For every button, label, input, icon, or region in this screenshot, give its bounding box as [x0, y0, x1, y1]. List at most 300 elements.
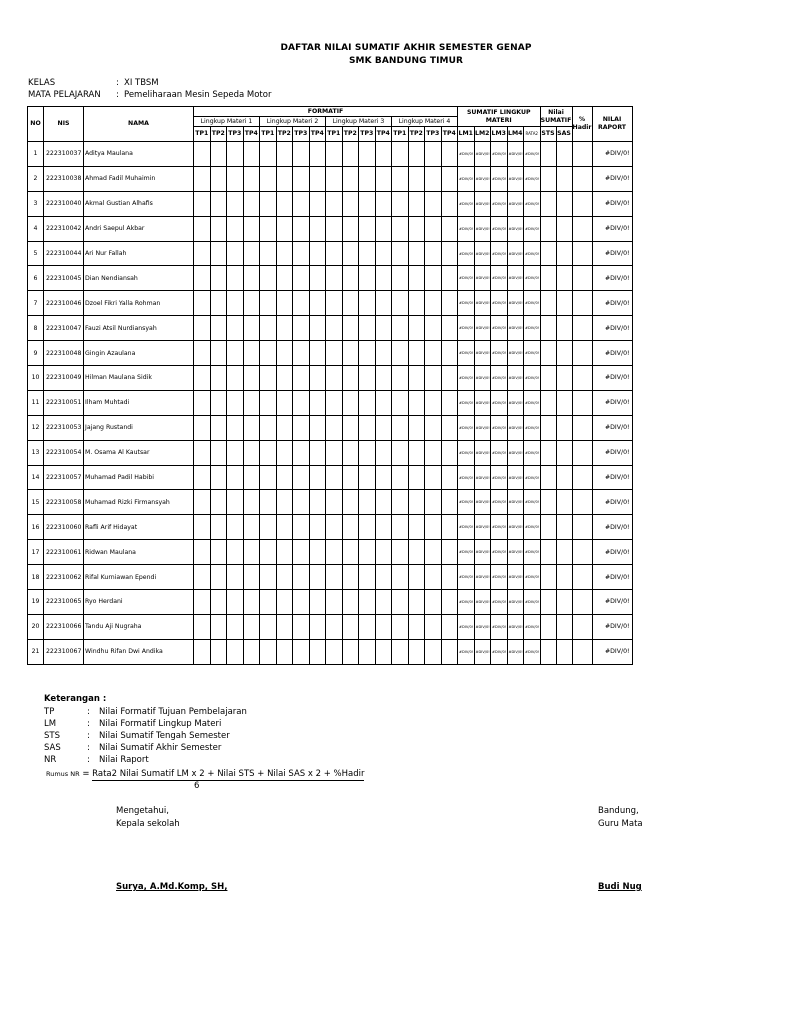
sts-cell: [540, 490, 556, 515]
tp-score-cell: [408, 390, 425, 415]
student-row: [28, 415, 633, 440]
tp-score-cell: [194, 590, 211, 615]
tp-score-cell: [441, 540, 458, 565]
tp-score-cell: [243, 241, 260, 266]
student-row: [28, 614, 633, 639]
tp-score-cell: [243, 465, 260, 490]
lm-score-cell: #DIV/0!: [474, 515, 491, 540]
lm-score-cell: #DIV/0!: [458, 241, 475, 266]
tp-score-cell: [210, 291, 227, 316]
sas-cell: [556, 366, 572, 391]
tp-score-cell: [227, 639, 244, 664]
tp-score-cell: [276, 465, 293, 490]
hadir-cell: [572, 316, 592, 341]
student-nis: 222310046: [44, 291, 84, 316]
tp-score-cell: [210, 590, 227, 615]
ket-colon: :: [87, 719, 90, 729]
sas-cell: [556, 166, 572, 191]
sas-cell: [556, 440, 572, 465]
ket-key: STS: [44, 731, 60, 741]
student-no: 20: [28, 614, 44, 639]
tp-score-cell: [276, 515, 293, 540]
hadir-cell: [572, 565, 592, 590]
lm-score-cell: #DIV/0!: [524, 241, 541, 266]
lm-score-cell: #DIV/0!: [458, 565, 475, 590]
ket-key: NR: [44, 755, 57, 765]
lm-score-cell: #DIV/0!: [507, 291, 524, 316]
lm-score-cell: #DIV/0!: [507, 415, 524, 440]
tp-score-cell: [375, 540, 392, 565]
col-lm-2: LM2: [474, 127, 491, 142]
sas-cell: [556, 390, 572, 415]
tp-score-cell: [326, 366, 343, 391]
tp-score-cell: [392, 515, 409, 540]
student-name: Hilman Maulana Sidik: [84, 366, 194, 391]
raport-cell: #DIV/0!: [592, 366, 632, 391]
tp-score-cell: [375, 166, 392, 191]
col-lm-4: LM4: [507, 127, 524, 142]
tp-score-cell: [227, 590, 244, 615]
tp-score-cell: [441, 166, 458, 191]
grades-body: [28, 142, 633, 665]
tp-score-cell: [194, 515, 211, 540]
sas-cell: [556, 540, 572, 565]
mapel-colon: :: [116, 90, 119, 100]
tp-score-cell: [194, 490, 211, 515]
tp-score-cell: [227, 390, 244, 415]
student-no: 15: [28, 490, 44, 515]
student-row: [28, 465, 633, 490]
mapel-label: MATA PELAJARAN: [28, 90, 101, 100]
rumus-formula: Rata2 Nilai Sumatif LM x 2 + Nilai STS + Nilai SAS x 2 + %Hadir: [92, 769, 365, 779]
lm-score-cell: #DIV/0!: [524, 515, 541, 540]
student-row: [28, 291, 633, 316]
tp-score-cell: [375, 291, 392, 316]
tp-score-cell: [309, 166, 326, 191]
student-no: 3: [28, 191, 44, 216]
col-lm2: Lingkup Materi 2: [260, 117, 326, 127]
tp-score-cell: [227, 515, 244, 540]
lm-score-cell: #DIV/0!: [524, 216, 541, 241]
hadir-cell: [572, 291, 592, 316]
ket-key: LM: [44, 719, 57, 729]
sts-cell: [540, 266, 556, 291]
student-name: Ilham Muhtadi: [84, 390, 194, 415]
keterangan-title: Keterangan :: [44, 694, 107, 704]
col-rata2: RATA2: [524, 127, 541, 142]
col-tp: TP3: [293, 127, 310, 142]
tp-score-cell: [425, 142, 442, 167]
ket-row: [44, 743, 221, 753]
tp-score-cell: [375, 266, 392, 291]
col-tp: TP4: [243, 127, 260, 142]
lm-score-cell: #DIV/0!: [474, 565, 491, 590]
tp-score-cell: [375, 415, 392, 440]
student-nis: 222310044: [44, 241, 84, 266]
student-nis: 222310042: [44, 216, 84, 241]
tp-score-cell: [392, 241, 409, 266]
hadir-cell: [572, 390, 592, 415]
lm-score-cell: #DIV/0!: [458, 291, 475, 316]
tp-score-cell: [309, 415, 326, 440]
tp-score-cell: [392, 614, 409, 639]
tp-score-cell: [309, 639, 326, 664]
raport-cell: #DIV/0!: [592, 191, 632, 216]
student-name: Gingin Azaulana: [84, 341, 194, 366]
col-tp: TP3: [227, 127, 244, 142]
tp-score-cell: [276, 191, 293, 216]
tp-score-cell: [243, 191, 260, 216]
lm-score-cell: #DIV/0!: [507, 316, 524, 341]
lm-score-cell: #DIV/0!: [507, 590, 524, 615]
tp-score-cell: [392, 390, 409, 415]
tp-score-cell: [243, 166, 260, 191]
col-nilai-sumatif: Nilai SUMATIF: [540, 107, 572, 127]
student-name: Windhu Rifan Dwi Andika: [84, 639, 194, 664]
tp-score-cell: [359, 241, 376, 266]
col-tp: TP2: [342, 127, 359, 142]
lm-score-cell: #DIV/0!: [507, 540, 524, 565]
col-raport: NILAI RAPORT: [592, 107, 632, 142]
student-no: 1: [28, 142, 44, 167]
tp-score-cell: [326, 565, 343, 590]
lm-score-cell: #DIV/0!: [474, 614, 491, 639]
sas-cell: [556, 639, 572, 664]
tp-score-cell: [375, 490, 392, 515]
student-no: 17: [28, 540, 44, 565]
tp-score-cell: [227, 216, 244, 241]
lm-score-cell: #DIV/0!: [491, 142, 508, 167]
ket-colon: :: [87, 707, 90, 717]
tp-score-cell: [260, 614, 277, 639]
lm-score-cell: #DIV/0!: [458, 590, 475, 615]
tp-score-cell: [210, 540, 227, 565]
sas-cell: [556, 465, 572, 490]
sts-cell: [540, 341, 556, 366]
lm-score-cell: #DIV/0!: [507, 639, 524, 664]
tp-score-cell: [392, 590, 409, 615]
tp-score-cell: [425, 316, 442, 341]
lm-score-cell: #DIV/0!: [474, 390, 491, 415]
tp-score-cell: [260, 266, 277, 291]
tp-score-cell: [375, 515, 392, 540]
student-nis: 222310065: [44, 590, 84, 615]
tp-score-cell: [375, 614, 392, 639]
tp-score-cell: [260, 241, 277, 266]
lm-score-cell: #DIV/0!: [458, 341, 475, 366]
ket-row: [44, 719, 221, 729]
tp-score-cell: [227, 266, 244, 291]
tp-score-cell: [210, 341, 227, 366]
student-name: Aditya Maulana: [84, 142, 194, 167]
tp-score-cell: [359, 614, 376, 639]
hadir-cell: [572, 266, 592, 291]
lm-score-cell: #DIV/0!: [524, 291, 541, 316]
lm-score-cell: #DIV/0!: [458, 639, 475, 664]
sts-cell: [540, 366, 556, 391]
student-no: 12: [28, 415, 44, 440]
hadir-cell: [572, 366, 592, 391]
sas-cell: [556, 266, 572, 291]
tp-score-cell: [227, 440, 244, 465]
tp-score-cell: [276, 266, 293, 291]
student-name: Rafli Arif Hidayat: [84, 515, 194, 540]
tp-score-cell: [326, 415, 343, 440]
ket-colon: :: [87, 731, 90, 741]
tp-score-cell: [342, 415, 359, 440]
sts-cell: [540, 565, 556, 590]
tp-score-cell: [309, 490, 326, 515]
tp-score-cell: [210, 366, 227, 391]
tp-score-cell: [342, 191, 359, 216]
lm-score-cell: #DIV/0!: [507, 341, 524, 366]
student-name: Ahmad Fadil Muhaimin: [84, 166, 194, 191]
tp-score-cell: [227, 291, 244, 316]
tp-score-cell: [359, 639, 376, 664]
tp-score-cell: [243, 540, 260, 565]
tp-score-cell: [425, 366, 442, 391]
ket-desc: Nilai Raport: [99, 755, 149, 765]
student-name: Fauzi Atsil Nurdiansyah: [84, 316, 194, 341]
lm-score-cell: #DIV/0!: [491, 440, 508, 465]
ket-desc: Nilai Sumatif Tengah Semester: [99, 731, 230, 741]
tp-score-cell: [425, 565, 442, 590]
hadir-cell: [572, 515, 592, 540]
tp-score-cell: [227, 191, 244, 216]
tp-score-cell: [210, 390, 227, 415]
tp-score-cell: [326, 316, 343, 341]
sts-cell: [540, 142, 556, 167]
sas-cell: [556, 490, 572, 515]
tp-score-cell: [276, 440, 293, 465]
tp-score-cell: [293, 565, 310, 590]
tp-score-cell: [293, 241, 310, 266]
tp-score-cell: [326, 166, 343, 191]
tp-score-cell: [194, 291, 211, 316]
tp-score-cell: [276, 390, 293, 415]
col-tp: TP3: [425, 127, 442, 142]
lm-score-cell: #DIV/0!: [458, 316, 475, 341]
tp-score-cell: [326, 515, 343, 540]
tp-score-cell: [309, 390, 326, 415]
hadir-cell: [572, 341, 592, 366]
sas-cell: [556, 142, 572, 167]
tp-score-cell: [309, 540, 326, 565]
tp-score-cell: [375, 316, 392, 341]
student-row: [28, 241, 633, 266]
tp-score-cell: [293, 590, 310, 615]
student-row: [28, 515, 633, 540]
lm-score-cell: #DIV/0!: [474, 266, 491, 291]
student-no: 4: [28, 216, 44, 241]
hadir-cell: [572, 614, 592, 639]
col-tp: TP3: [359, 127, 376, 142]
tp-score-cell: [408, 266, 425, 291]
tp-score-cell: [227, 415, 244, 440]
tp-score-cell: [408, 166, 425, 191]
student-name: Muhamad Padil Habibi: [84, 465, 194, 490]
tp-score-cell: [425, 341, 442, 366]
tp-score-cell: [375, 390, 392, 415]
hadir-cell: [572, 216, 592, 241]
tp-score-cell: [392, 440, 409, 465]
tp-score-cell: [375, 465, 392, 490]
tp-score-cell: [359, 490, 376, 515]
tp-score-cell: [392, 366, 409, 391]
tp-score-cell: [260, 639, 277, 664]
raport-cell: #DIV/0!: [592, 465, 632, 490]
sts-cell: [540, 465, 556, 490]
tp-score-cell: [260, 540, 277, 565]
student-name: Jajang Rustandi: [84, 415, 194, 440]
lm-score-cell: #DIV/0!: [507, 390, 524, 415]
ket-row: [44, 755, 149, 765]
sts-cell: [540, 291, 556, 316]
tp-score-cell: [425, 415, 442, 440]
lm-score-cell: #DIV/0!: [524, 415, 541, 440]
tp-score-cell: [425, 241, 442, 266]
tp-score-cell: [359, 465, 376, 490]
lm-score-cell: #DIV/0!: [458, 490, 475, 515]
lm-score-cell: #DIV/0!: [474, 341, 491, 366]
tp-score-cell: [243, 366, 260, 391]
lm-score-cell: #DIV/0!: [524, 142, 541, 167]
tp-score-cell: [260, 291, 277, 316]
student-no: 13: [28, 440, 44, 465]
lm-score-cell: #DIV/0!: [524, 590, 541, 615]
tp-score-cell: [375, 639, 392, 664]
lm-score-cell: #DIV/0!: [507, 614, 524, 639]
tp-score-cell: [441, 614, 458, 639]
tp-score-cell: [342, 490, 359, 515]
tp-score-cell: [309, 465, 326, 490]
tp-score-cell: [375, 142, 392, 167]
lm-score-cell: #DIV/0!: [458, 515, 475, 540]
tp-score-cell: [359, 266, 376, 291]
lm-score-cell: #DIV/0!: [491, 614, 508, 639]
sas-cell: [556, 515, 572, 540]
lm-score-cell: #DIV/0!: [491, 316, 508, 341]
tp-score-cell: [359, 366, 376, 391]
tp-score-cell: [210, 614, 227, 639]
tp-score-cell: [194, 216, 211, 241]
sts-cell: [540, 216, 556, 241]
tp-score-cell: [194, 266, 211, 291]
tp-score-cell: [243, 440, 260, 465]
tp-score-cell: [210, 415, 227, 440]
tp-score-cell: [375, 241, 392, 266]
tp-score-cell: [293, 415, 310, 440]
lm-score-cell: #DIV/0!: [524, 639, 541, 664]
tp-score-cell: [210, 191, 227, 216]
lm-score-cell: #DIV/0!: [491, 490, 508, 515]
tp-score-cell: [408, 216, 425, 241]
tp-score-cell: [392, 266, 409, 291]
tp-score-cell: [425, 465, 442, 490]
tp-score-cell: [326, 216, 343, 241]
tp-score-cell: [276, 614, 293, 639]
tp-score-cell: [425, 639, 442, 664]
col-lm3: Lingkup Materi 3: [326, 117, 392, 127]
lm-score-cell: #DIV/0!: [507, 142, 524, 167]
tp-score-cell: [326, 465, 343, 490]
lm-score-cell: #DIV/0!: [458, 440, 475, 465]
tp-score-cell: [243, 515, 260, 540]
tp-score-cell: [243, 266, 260, 291]
lm-score-cell: #DIV/0!: [524, 565, 541, 590]
lm-score-cell: #DIV/0!: [524, 390, 541, 415]
lm-score-cell: #DIV/0!: [491, 565, 508, 590]
tp-score-cell: [359, 390, 376, 415]
tp-score-cell: [326, 540, 343, 565]
tp-score-cell: [425, 440, 442, 465]
tp-score-cell: [392, 465, 409, 490]
ket-desc: Nilai Formatif Tujuan Pembelajaran: [99, 707, 247, 717]
tp-score-cell: [243, 590, 260, 615]
tp-score-cell: [210, 440, 227, 465]
tp-score-cell: [392, 341, 409, 366]
raport-cell: #DIV/0!: [592, 166, 632, 191]
student-no: 19: [28, 590, 44, 615]
tp-score-cell: [375, 341, 392, 366]
lm-score-cell: #DIV/0!: [524, 540, 541, 565]
tp-score-cell: [309, 341, 326, 366]
lm-score-cell: #DIV/0!: [458, 540, 475, 565]
rumus-row: [46, 769, 364, 779]
tp-score-cell: [227, 241, 244, 266]
lm-score-cell: #DIV/0!: [474, 440, 491, 465]
student-no: 6: [28, 266, 44, 291]
tp-score-cell: [408, 490, 425, 515]
tp-score-cell: [293, 490, 310, 515]
lm-score-cell: #DIV/0!: [458, 366, 475, 391]
tp-score-cell: [260, 191, 277, 216]
tp-score-cell: [293, 341, 310, 366]
ket-key: TP: [44, 707, 55, 717]
tp-score-cell: [276, 366, 293, 391]
col-no: NO: [28, 107, 44, 142]
tp-score-cell: [260, 216, 277, 241]
tp-score-cell: [276, 241, 293, 266]
tp-score-cell: [359, 341, 376, 366]
sts-cell: [540, 390, 556, 415]
school-name: SMK BANDUNG TIMUR: [348, 56, 464, 66]
tp-score-cell: [408, 142, 425, 167]
kelas-colon: :: [116, 78, 119, 88]
col-nis: NIS: [44, 107, 84, 142]
tp-score-cell: [408, 415, 425, 440]
sig-right-line1: Bandung,: [598, 806, 639, 816]
tp-score-cell: [293, 639, 310, 664]
tp-score-cell: [243, 614, 260, 639]
tp-score-cell: [194, 142, 211, 167]
tp-score-cell: [293, 390, 310, 415]
sig-left-line2: Kepala sekolah: [116, 819, 180, 829]
tp-score-cell: [243, 490, 260, 515]
col-hadir: % Hadir: [572, 107, 592, 142]
ket-colon: :: [87, 755, 90, 765]
tp-score-cell: [359, 515, 376, 540]
lm-score-cell: #DIV/0!: [491, 291, 508, 316]
lm-score-cell: #DIV/0!: [491, 465, 508, 490]
lm-score-cell: #DIV/0!: [507, 366, 524, 391]
tp-score-cell: [441, 415, 458, 440]
tp-score-cell: [260, 166, 277, 191]
tp-score-cell: [441, 266, 458, 291]
tp-score-cell: [210, 142, 227, 167]
tp-score-cell: [375, 366, 392, 391]
lm-score-cell: #DIV/0!: [507, 191, 524, 216]
